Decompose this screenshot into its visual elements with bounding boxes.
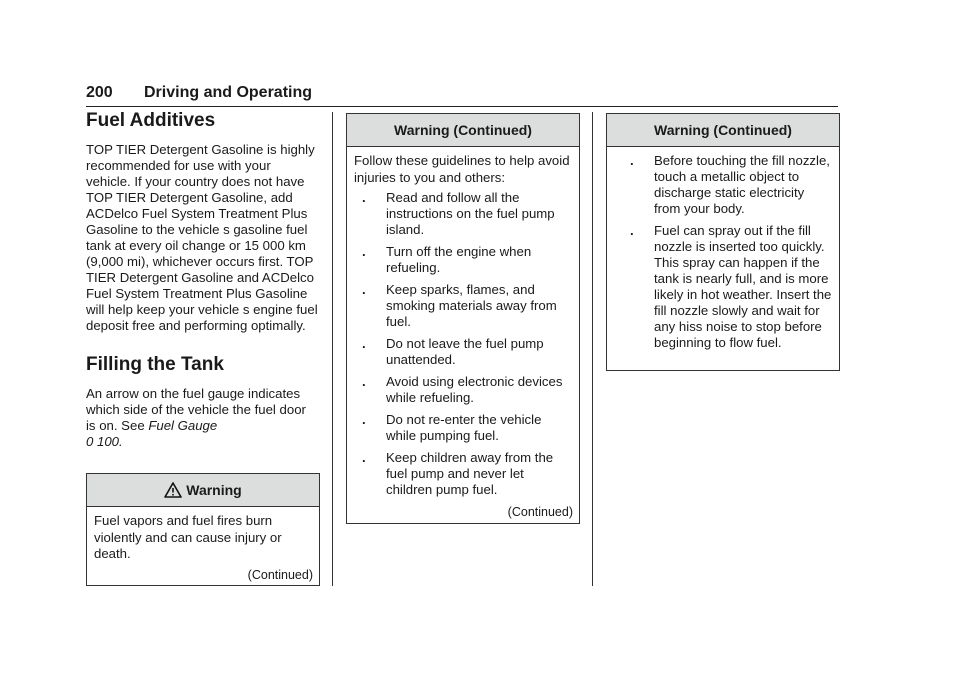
warning-box-3-header: Warning (Continued) — [607, 114, 839, 147]
bullet: . — [362, 282, 366, 297]
warning-box-1-continued: (Continued) — [247, 567, 313, 582]
list-item — [614, 153, 833, 217]
list-item — [354, 450, 573, 498]
page-header — [86, 84, 838, 107]
list-item-text: Fuel can spray out if the fill nozzle is inserted too quickly. This spray can happen if the tank is nearly full, and is more likely in hot weather. Insert the fill nozzle slowly and wait for any hiss noise to stop before beginning to flow fuel. — [654, 223, 832, 350]
warning-box-2-intro: Follow these guidelines to help avoid injuries to you and others: — [354, 153, 570, 185]
section-title: Driving and Operating — [144, 84, 313, 101]
bullet: . — [362, 190, 366, 205]
warning-box-3-list — [614, 153, 833, 351]
warning-box-1 — [86, 473, 320, 586]
page-ref-symbol: 0 — [86, 434, 94, 449]
list-item — [354, 336, 573, 368]
bullet: . — [630, 153, 634, 168]
bullet: . — [362, 450, 366, 465]
warning-box-1-title: Warning — [186, 482, 242, 498]
warning-box-3 — [606, 113, 840, 371]
list-item-text: Do not re-enter the vehicle while pumping fuel. — [386, 412, 542, 443]
warning-box-2-header: Warning (Continued) — [347, 114, 579, 147]
list-item-text: Keep sparks, flames, and smoking materials away from fuel. — [386, 282, 557, 329]
list-item — [354, 282, 573, 330]
list-item-text: Before touching the fill nozzle, touch a metallic object to discharge static electricity from your body. — [654, 153, 830, 216]
bullet: . — [362, 244, 366, 259]
fuel-additives-heading: Fuel Additives — [86, 110, 216, 131]
list-item — [354, 412, 573, 444]
bullet: . — [630, 223, 634, 238]
warning-triangle-icon — [164, 477, 182, 509]
warning-box-1-text: Fuel vapors and fuel fires burn violently and can cause injury or death. — [94, 513, 282, 561]
list-item — [354, 244, 573, 276]
warning-box-2-continued: (Continued) — [507, 505, 573, 519]
bullet: . — [362, 336, 366, 351]
fuel-additives-body: TOP TIER Detergent Gasoline is highly recommended for use with your vehicle. If your country does not have TOP TIER Detergent Gasoline, add ACDelco Fuel System Treatment Plus Gasoline to the vehicle s gasoline fuel tank at every oil change or 15 000 km (9,000 mi), whichever occurs first. TOP TIER Detergent Gasoline and ACDelco Fuel System Treatment Plus Gasoline will help keep your vehicle s engine fuel deposit free and performing optimally. — [86, 142, 318, 333]
fuel-gauge-link[interactable]: Fuel Gauge — [148, 418, 218, 433]
warning-box-2-body — [347, 147, 579, 525]
bullet: . — [362, 412, 366, 427]
column-divider-right — [592, 112, 593, 586]
page-number: 200 — [86, 84, 113, 101]
column-divider-left — [332, 112, 333, 586]
warning-box-2-list — [354, 190, 573, 498]
list-item-text: Avoid using electronic devices while refueling. — [386, 374, 563, 405]
list-item — [614, 223, 833, 351]
filling-tank-text: An arrow on the fuel gauge indicates which side of the vehicle the fuel door is on. See — [86, 386, 306, 433]
warning-box-2 — [346, 113, 580, 524]
warning-box-1-body — [87, 507, 319, 587]
list-item — [354, 374, 573, 406]
warning-box-3-body — [607, 147, 839, 361]
column-1 — [86, 110, 318, 450]
list-item-text: Turn off the engine when refueling. — [386, 244, 532, 275]
list-item-text: Read and follow all the instructions on the fuel pump island. — [386, 190, 555, 237]
bullet: . — [362, 374, 366, 389]
list-item-text: Keep children away from the fuel pump and never let children pump fuel. — [386, 450, 554, 497]
warning-box-1-header — [87, 474, 319, 507]
list-item-text: Do not leave the fuel pump unattended. — [386, 336, 544, 367]
list-item — [354, 190, 573, 238]
filling-tank-heading: Filling the Tank — [86, 354, 224, 375]
page-ref-number[interactable]: 100. — [97, 434, 123, 449]
filling-tank-body — [86, 386, 318, 450]
